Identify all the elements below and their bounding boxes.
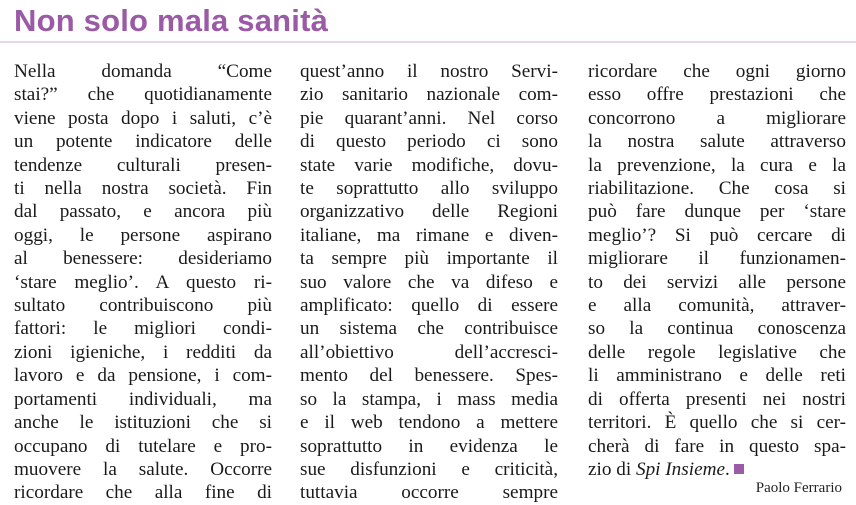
text-line: suo valore che va difeso e [300,271,558,293]
text-line: un potente indicatore delle [14,131,272,153]
text-line: ta sempre più importante il [300,248,558,270]
text-line: migliorare il funzionamen- [588,248,846,270]
text-line: li amministrano e delle reti [588,365,846,387]
text-line: muovere la salute. Occorre [14,458,272,480]
text-line: zio sanitario nazionale com- [300,84,558,106]
text-line: stai?” che quotidianamente [14,84,272,106]
text-line: delle regole legislative che [588,341,846,363]
text-line: all’obiettivo dell’accresci- [300,341,558,363]
text-line: la prevenzione, la cura e la [588,154,846,176]
article-column-3 [588,60,846,481]
text-line: pie quarant’anni. Nel corso [300,107,558,129]
text-line: di offerta presenti nei nostri [588,388,846,410]
article-column-1 [14,60,272,505]
text-line: territori. È quello che si cer- [588,412,846,434]
text-line: occupano di tutelare e pro- [14,435,272,457]
text-line: te soprattutto allo sviluppo [300,178,558,200]
text-line: e alla comunità, attraver- [588,295,846,317]
text-line: ti nella nostra società. Fin [14,178,272,200]
text-line: può fare dunque per ‘stare [588,201,846,223]
text-fragment: zio di [588,458,636,480]
text-line: sue disfunzioni e criticità, [300,458,558,480]
text-line: e il web tendono a mettere [300,412,558,434]
text-line: un sistema che contribuisce [300,318,558,340]
text-line: quest’anno il nostro Servi- [300,61,558,82]
text-line: fattori: le migliori condi- [14,318,272,340]
text-line: amplificato: quello di essere [300,295,558,317]
title-divider [0,41,856,43]
text-line: esso offre prestazioni che [588,84,846,106]
text-line: al benessere: desideriamo [14,248,272,270]
text-line: anche le istituzioni che si [14,412,272,434]
text-line: to dei servizi alle persone [588,271,846,293]
text-line: sultato contribuiscono più [14,295,272,317]
text-line: tendenze culturali presen- [14,154,272,176]
text-line: tuttavia occorre sempre [300,482,558,504]
text-line: riabilitazione. Che cosa si [588,178,846,200]
text-line: italiane, ma rimane e diven- [300,224,558,246]
text-line: Nella domanda “Come [14,61,272,82]
publication-name: Spi Insieme [635,458,725,480]
article-column-2 [300,60,558,505]
text-line: soprattutto in evidenza le [300,435,558,457]
text-line: ricordare che ogni giorno [588,61,846,82]
text-line: lavoro e da pensione, i com- [14,365,272,387]
text-line: di questo periodo ci sono [300,131,558,153]
text-line: meglio’? Si può cercare di [588,224,846,246]
text-fragment: . [724,458,730,480]
author-signature: Paolo Ferrario [755,480,842,496]
text-line: state varie modifiche, dovu- [300,154,558,176]
text-line: ‘stare meglio’. A questo ri- [14,271,272,293]
text-line: viene posta dopo i saluti, c’è [14,107,272,129]
text-line: mento del benessere. Spes- [300,365,558,387]
text-line: organizzativo delle Regioni [300,201,558,223]
text-line: dal passato, e ancora più [14,201,272,223]
text-line: portamenti individuali, ma [14,388,272,410]
text-line: concorrono a migliorare [588,107,846,129]
text-line: so la stampa, i mass media [300,388,558,410]
text-line: cherà di fare in questo spa- [588,435,846,457]
text-line: zioni igieniche, i redditi da [14,341,272,363]
article-title: Non solo mala sanità [14,3,329,38]
square-end-mark-icon [734,464,744,474]
text-line: so la continua conoscenza [588,318,846,340]
text-line: ricordare che alla fine di [14,482,272,504]
text-line: la nostra salute attraverso [588,131,846,153]
text-line: oggi, le persone aspirano [14,224,272,246]
